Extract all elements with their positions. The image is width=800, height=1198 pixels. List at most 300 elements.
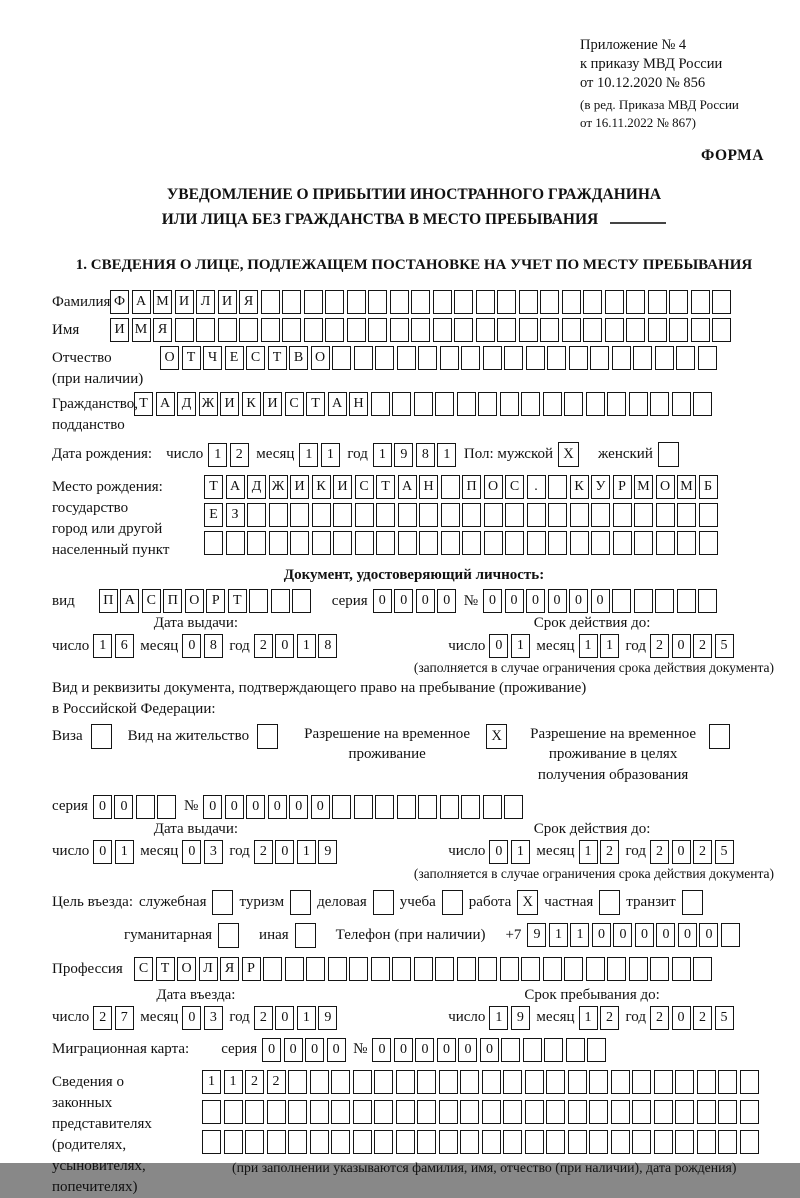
char-box[interactable] xyxy=(527,503,546,527)
char-box[interactable] xyxy=(267,1100,286,1124)
char-box[interactable]: 2 xyxy=(254,634,273,658)
char-box[interactable]: 1 xyxy=(115,840,134,864)
char-box[interactable]: 9 xyxy=(511,1006,530,1030)
char-box[interactable] xyxy=(568,1070,587,1094)
char-box[interactable] xyxy=(374,1070,393,1094)
char-box[interactable] xyxy=(626,318,645,342)
char-box[interactable] xyxy=(419,503,438,527)
char-box[interactable] xyxy=(353,1070,372,1094)
char-box[interactable] xyxy=(525,1070,544,1094)
char-box[interactable] xyxy=(396,1130,415,1154)
char-box[interactable]: Т xyxy=(306,392,325,416)
char-box[interactable] xyxy=(650,392,669,416)
char-box[interactable] xyxy=(397,795,416,819)
char-box[interactable] xyxy=(570,503,589,527)
char-box[interactable] xyxy=(439,1100,458,1124)
char-box[interactable] xyxy=(656,531,675,555)
char-box[interactable]: С xyxy=(285,392,304,416)
char-box[interactable]: А xyxy=(398,475,417,499)
char-box[interactable]: 1 xyxy=(202,1070,221,1094)
char-box[interactable]: Т xyxy=(228,589,247,613)
char-box[interactable] xyxy=(285,957,304,981)
char-box[interactable] xyxy=(354,795,373,819)
char-box[interactable]: Д xyxy=(177,392,196,416)
char-box[interactable]: 0 xyxy=(225,795,244,819)
char-box[interactable] xyxy=(547,346,566,370)
char-box[interactable]: Я xyxy=(153,318,172,342)
char-box[interactable] xyxy=(648,290,667,314)
char-box[interactable] xyxy=(310,1100,329,1124)
char-box[interactable]: А xyxy=(328,392,347,416)
char-box[interactable] xyxy=(586,392,605,416)
char-box[interactable]: 0 xyxy=(275,840,294,864)
char-box[interactable]: 0 xyxy=(93,840,112,864)
char-box[interactable] xyxy=(587,1038,606,1062)
char-box[interactable]: О xyxy=(185,589,204,613)
char-box[interactable] xyxy=(312,503,331,527)
char-box[interactable]: 0 xyxy=(548,589,567,613)
char-box[interactable]: 5 xyxy=(715,634,734,658)
sex-female-checkbox[interactable] xyxy=(658,442,679,467)
char-box[interactable] xyxy=(440,795,459,819)
char-box[interactable] xyxy=(527,531,546,555)
char-box[interactable] xyxy=(306,957,325,981)
char-box[interactable]: М xyxy=(153,290,172,314)
char-box[interactable]: 0 xyxy=(284,1038,303,1062)
char-box[interactable] xyxy=(290,503,309,527)
char-box[interactable] xyxy=(650,957,669,981)
char-box[interactable]: 1 xyxy=(579,840,598,864)
char-box[interactable] xyxy=(501,1038,520,1062)
char-box[interactable]: И xyxy=(263,392,282,416)
char-box[interactable]: Е xyxy=(204,503,223,527)
char-box[interactable]: Р xyxy=(206,589,225,613)
char-box[interactable] xyxy=(396,1070,415,1094)
char-box[interactable] xyxy=(332,346,351,370)
char-box[interactable]: 1 xyxy=(489,1006,508,1030)
char-box[interactable] xyxy=(226,531,245,555)
char-box[interactable]: 5 xyxy=(715,1006,734,1030)
char-box[interactable]: 2 xyxy=(650,1006,669,1030)
char-box[interactable] xyxy=(288,1100,307,1124)
char-box[interactable] xyxy=(562,318,581,342)
char-box[interactable]: М xyxy=(677,475,696,499)
char-box[interactable]: З xyxy=(226,503,245,527)
char-box[interactable] xyxy=(433,318,452,342)
purpose-study-checkbox[interactable] xyxy=(442,890,463,915)
char-box[interactable]: 0 xyxy=(246,795,265,819)
char-box[interactable] xyxy=(497,290,516,314)
char-box[interactable] xyxy=(505,531,524,555)
char-box[interactable] xyxy=(392,957,411,981)
char-box[interactable] xyxy=(544,1038,563,1062)
char-box[interactable] xyxy=(500,957,519,981)
char-box[interactable]: 1 xyxy=(511,840,530,864)
char-box[interactable] xyxy=(699,503,718,527)
char-box[interactable] xyxy=(672,392,691,416)
char-box[interactable]: К xyxy=(570,475,589,499)
char-box[interactable]: 1 xyxy=(570,923,589,947)
char-box[interactable] xyxy=(562,290,581,314)
char-box[interactable]: 0 xyxy=(182,1006,201,1030)
char-box[interactable] xyxy=(655,346,674,370)
char-box[interactable] xyxy=(484,531,503,555)
char-box[interactable]: 0 xyxy=(394,1038,413,1062)
char-box[interactable]: А xyxy=(132,290,151,314)
char-box[interactable] xyxy=(613,503,632,527)
char-box[interactable]: 3 xyxy=(204,1006,223,1030)
residence-permit-checkbox[interactable] xyxy=(257,724,278,749)
char-box[interactable] xyxy=(202,1130,221,1154)
char-box[interactable] xyxy=(525,1130,544,1154)
char-box[interactable] xyxy=(354,346,373,370)
char-box[interactable] xyxy=(718,1130,737,1154)
char-box[interactable]: 2 xyxy=(254,840,273,864)
char-box[interactable] xyxy=(654,1070,673,1094)
char-box[interactable]: 0 xyxy=(437,589,456,613)
char-box[interactable] xyxy=(269,503,288,527)
char-box[interactable] xyxy=(546,1070,565,1094)
char-box[interactable] xyxy=(397,346,416,370)
char-box[interactable]: 1 xyxy=(600,634,619,658)
char-box[interactable] xyxy=(310,1130,329,1154)
char-box[interactable] xyxy=(353,1100,372,1124)
char-box[interactable] xyxy=(546,1100,565,1124)
char-box[interactable]: 0 xyxy=(591,589,610,613)
char-box[interactable]: Н xyxy=(349,392,368,416)
char-box[interactable] xyxy=(261,290,280,314)
char-box[interactable] xyxy=(519,290,538,314)
char-box[interactable] xyxy=(526,346,545,370)
char-box[interactable] xyxy=(675,1130,694,1154)
char-box[interactable] xyxy=(656,503,675,527)
char-box[interactable]: 0 xyxy=(93,795,112,819)
char-box[interactable]: Н xyxy=(419,475,438,499)
char-box[interactable] xyxy=(740,1130,759,1154)
char-box[interactable]: 0 xyxy=(275,1006,294,1030)
char-box[interactable] xyxy=(564,392,583,416)
char-box[interactable] xyxy=(411,318,430,342)
char-box[interactable] xyxy=(675,1100,694,1124)
char-box[interactable]: О xyxy=(484,475,503,499)
char-box[interactable] xyxy=(328,957,347,981)
char-box[interactable]: Е xyxy=(225,346,244,370)
char-box[interactable]: 0 xyxy=(483,589,502,613)
char-box[interactable] xyxy=(540,290,559,314)
char-box[interactable]: И xyxy=(218,290,237,314)
char-box[interactable]: 0 xyxy=(613,923,632,947)
char-box[interactable] xyxy=(503,1100,522,1124)
char-box[interactable] xyxy=(497,318,516,342)
char-box[interactable]: К xyxy=(242,392,261,416)
char-box[interactable]: 0 xyxy=(635,923,654,947)
char-box[interactable] xyxy=(548,475,567,499)
char-box[interactable] xyxy=(589,1130,608,1154)
char-box[interactable] xyxy=(632,1100,651,1124)
char-box[interactable]: Р xyxy=(613,475,632,499)
char-box[interactable] xyxy=(433,290,452,314)
char-box[interactable]: Ж xyxy=(199,392,218,416)
char-box[interactable] xyxy=(333,503,352,527)
char-box[interactable]: 0 xyxy=(182,840,201,864)
char-box[interactable] xyxy=(204,531,223,555)
char-box[interactable] xyxy=(332,795,351,819)
char-box[interactable]: 5 xyxy=(715,840,734,864)
char-box[interactable]: 9 xyxy=(394,443,413,467)
char-box[interactable]: 9 xyxy=(527,923,546,947)
char-box[interactable] xyxy=(677,531,696,555)
char-box[interactable] xyxy=(569,346,588,370)
char-box[interactable] xyxy=(521,392,540,416)
temp-residence-education-checkbox[interactable] xyxy=(709,724,730,749)
char-box[interactable] xyxy=(655,589,674,613)
char-box[interactable] xyxy=(374,1130,393,1154)
char-box[interactable]: 0 xyxy=(699,923,718,947)
char-box[interactable] xyxy=(376,503,395,527)
char-box[interactable] xyxy=(396,1100,415,1124)
char-box[interactable] xyxy=(669,318,688,342)
char-box[interactable]: 1 xyxy=(579,634,598,658)
char-box[interactable] xyxy=(460,1100,479,1124)
char-box[interactable]: И xyxy=(110,318,129,342)
char-box[interactable]: Я xyxy=(239,290,258,314)
char-box[interactable]: К xyxy=(312,475,331,499)
char-box[interactable] xyxy=(136,795,155,819)
char-box[interactable] xyxy=(224,1100,243,1124)
char-box[interactable]: 0 xyxy=(262,1038,281,1062)
char-box[interactable]: 0 xyxy=(415,1038,434,1062)
char-box[interactable] xyxy=(740,1070,759,1094)
char-box[interactable] xyxy=(325,290,344,314)
char-box[interactable]: 8 xyxy=(416,443,435,467)
char-box[interactable] xyxy=(353,1130,372,1154)
char-box[interactable] xyxy=(654,1100,673,1124)
char-box[interactable] xyxy=(740,1100,759,1124)
char-box[interactable]: 0 xyxy=(656,923,675,947)
char-box[interactable]: 1 xyxy=(224,1070,243,1094)
purpose-official-checkbox[interactable] xyxy=(212,890,233,915)
char-box[interactable]: 9 xyxy=(318,1006,337,1030)
char-box[interactable]: 0 xyxy=(372,1038,391,1062)
char-box[interactable] xyxy=(292,589,311,613)
char-box[interactable]: 0 xyxy=(268,795,287,819)
char-box[interactable] xyxy=(439,1130,458,1154)
char-box[interactable] xyxy=(461,346,480,370)
char-box[interactable] xyxy=(548,531,567,555)
char-box[interactable] xyxy=(699,531,718,555)
char-box[interactable]: 1 xyxy=(297,1006,316,1030)
char-box[interactable] xyxy=(349,957,368,981)
char-box[interactable]: Л xyxy=(196,290,215,314)
char-box[interactable] xyxy=(676,346,695,370)
char-box[interactable] xyxy=(175,318,194,342)
char-box[interactable] xyxy=(411,290,430,314)
char-box[interactable] xyxy=(626,290,645,314)
char-box[interactable] xyxy=(392,392,411,416)
char-box[interactable] xyxy=(634,589,653,613)
char-box[interactable] xyxy=(521,957,540,981)
char-box[interactable] xyxy=(245,1130,264,1154)
char-box[interactable] xyxy=(441,503,460,527)
char-box[interactable] xyxy=(440,346,459,370)
char-box[interactable]: С xyxy=(355,475,374,499)
char-box[interactable]: 2 xyxy=(693,840,712,864)
char-box[interactable] xyxy=(605,290,624,314)
char-box[interactable] xyxy=(607,392,626,416)
char-box[interactable] xyxy=(333,531,352,555)
char-box[interactable] xyxy=(457,957,476,981)
char-box[interactable] xyxy=(607,957,626,981)
char-box[interactable]: 0 xyxy=(672,634,691,658)
char-box[interactable] xyxy=(417,1130,436,1154)
char-box[interactable] xyxy=(589,1100,608,1124)
char-box[interactable] xyxy=(564,957,583,981)
char-box[interactable]: 8 xyxy=(204,634,223,658)
char-box[interactable] xyxy=(218,318,237,342)
char-box[interactable] xyxy=(611,1070,630,1094)
char-box[interactable]: 6 xyxy=(115,634,134,658)
char-box[interactable] xyxy=(271,589,290,613)
char-box[interactable]: 1 xyxy=(579,1006,598,1030)
char-box[interactable]: 0 xyxy=(416,589,435,613)
char-box[interactable]: О xyxy=(177,957,196,981)
char-box[interactable]: Ч xyxy=(203,346,222,370)
char-box[interactable]: 2 xyxy=(254,1006,273,1030)
char-box[interactable]: В xyxy=(289,346,308,370)
char-box[interactable] xyxy=(435,957,454,981)
char-box[interactable]: М xyxy=(634,475,653,499)
char-box[interactable] xyxy=(634,503,653,527)
char-box[interactable] xyxy=(697,1100,716,1124)
char-box[interactable] xyxy=(249,589,268,613)
char-box[interactable] xyxy=(390,318,409,342)
char-box[interactable] xyxy=(691,290,710,314)
char-box[interactable] xyxy=(525,1100,544,1124)
temp-residence-checkbox[interactable]: X xyxy=(486,724,507,749)
char-box[interactable]: . xyxy=(527,475,546,499)
char-box[interactable]: Я xyxy=(220,957,239,981)
char-box[interactable] xyxy=(417,1100,436,1124)
char-box[interactable] xyxy=(504,795,523,819)
char-box[interactable] xyxy=(605,318,624,342)
char-box[interactable]: 0 xyxy=(305,1038,324,1062)
char-box[interactable]: 2 xyxy=(230,443,249,467)
char-box[interactable] xyxy=(417,1070,436,1094)
char-box[interactable] xyxy=(629,392,648,416)
char-box[interactable] xyxy=(355,531,374,555)
char-box[interactable] xyxy=(368,318,387,342)
char-box[interactable]: Л xyxy=(199,957,218,981)
char-box[interactable] xyxy=(482,1070,501,1094)
char-box[interactable]: 2 xyxy=(693,1006,712,1030)
char-box[interactable] xyxy=(376,531,395,555)
char-box[interactable]: 0 xyxy=(373,589,392,613)
char-box[interactable] xyxy=(347,318,366,342)
visa-checkbox[interactable] xyxy=(91,724,112,749)
char-box[interactable]: 1 xyxy=(208,443,227,467)
char-box[interactable]: Т xyxy=(182,346,201,370)
char-box[interactable]: С xyxy=(246,346,265,370)
purpose-other-checkbox[interactable] xyxy=(295,923,316,948)
char-box[interactable] xyxy=(543,957,562,981)
char-box[interactable] xyxy=(374,1100,393,1124)
char-box[interactable]: Т xyxy=(156,957,175,981)
char-box[interactable] xyxy=(568,1130,587,1154)
char-box[interactable] xyxy=(390,290,409,314)
char-box[interactable] xyxy=(290,531,309,555)
char-box[interactable] xyxy=(500,392,519,416)
char-box[interactable]: Т xyxy=(134,392,153,416)
char-box[interactable] xyxy=(312,531,331,555)
char-box[interactable] xyxy=(540,318,559,342)
char-box[interactable] xyxy=(371,957,390,981)
char-box[interactable] xyxy=(418,346,437,370)
char-box[interactable]: 0 xyxy=(480,1038,499,1062)
char-box[interactable] xyxy=(654,1130,673,1154)
char-box[interactable] xyxy=(457,392,476,416)
char-box[interactable] xyxy=(718,1100,737,1124)
char-box[interactable]: 0 xyxy=(458,1038,477,1062)
char-box[interactable] xyxy=(677,503,696,527)
char-box[interactable] xyxy=(632,1070,651,1094)
char-box[interactable] xyxy=(589,1070,608,1094)
char-box[interactable] xyxy=(697,1130,716,1154)
char-box[interactable]: С xyxy=(142,589,161,613)
char-box[interactable] xyxy=(543,392,562,416)
char-box[interactable] xyxy=(310,1070,329,1094)
char-box[interactable]: 1 xyxy=(549,923,568,947)
char-box[interactable]: 3 xyxy=(204,840,223,864)
char-box[interactable] xyxy=(461,795,480,819)
purpose-work-checkbox[interactable]: X xyxy=(517,890,538,915)
char-box[interactable] xyxy=(503,1070,522,1094)
char-box[interactable] xyxy=(239,318,258,342)
char-box[interactable] xyxy=(202,1100,221,1124)
char-box[interactable]: 0 xyxy=(203,795,222,819)
char-box[interactable]: Ф xyxy=(110,290,129,314)
char-box[interactable] xyxy=(591,503,610,527)
char-box[interactable] xyxy=(355,503,374,527)
char-box[interactable] xyxy=(629,957,648,981)
char-box[interactable] xyxy=(693,957,712,981)
char-box[interactable] xyxy=(245,1100,264,1124)
char-box[interactable]: У xyxy=(591,475,610,499)
char-box[interactable]: 0 xyxy=(114,795,133,819)
char-box[interactable] xyxy=(669,290,688,314)
char-box[interactable] xyxy=(435,392,454,416)
char-box[interactable] xyxy=(460,1130,479,1154)
char-box[interactable] xyxy=(648,318,667,342)
char-box[interactable] xyxy=(454,290,473,314)
char-box[interactable]: 8 xyxy=(318,634,337,658)
char-box[interactable]: И xyxy=(175,290,194,314)
char-box[interactable] xyxy=(419,531,438,555)
char-box[interactable] xyxy=(325,318,344,342)
char-box[interactable]: 2 xyxy=(650,840,669,864)
char-box[interactable] xyxy=(462,503,481,527)
char-box[interactable] xyxy=(462,531,481,555)
char-box[interactable]: С xyxy=(505,475,524,499)
char-box[interactable]: 2 xyxy=(600,1006,619,1030)
char-box[interactable] xyxy=(247,531,266,555)
char-box[interactable] xyxy=(691,318,710,342)
char-box[interactable] xyxy=(414,392,433,416)
char-box[interactable] xyxy=(288,1130,307,1154)
char-box[interactable] xyxy=(331,1070,350,1094)
char-box[interactable] xyxy=(613,531,632,555)
char-box[interactable] xyxy=(441,475,460,499)
char-box[interactable]: А xyxy=(226,475,245,499)
